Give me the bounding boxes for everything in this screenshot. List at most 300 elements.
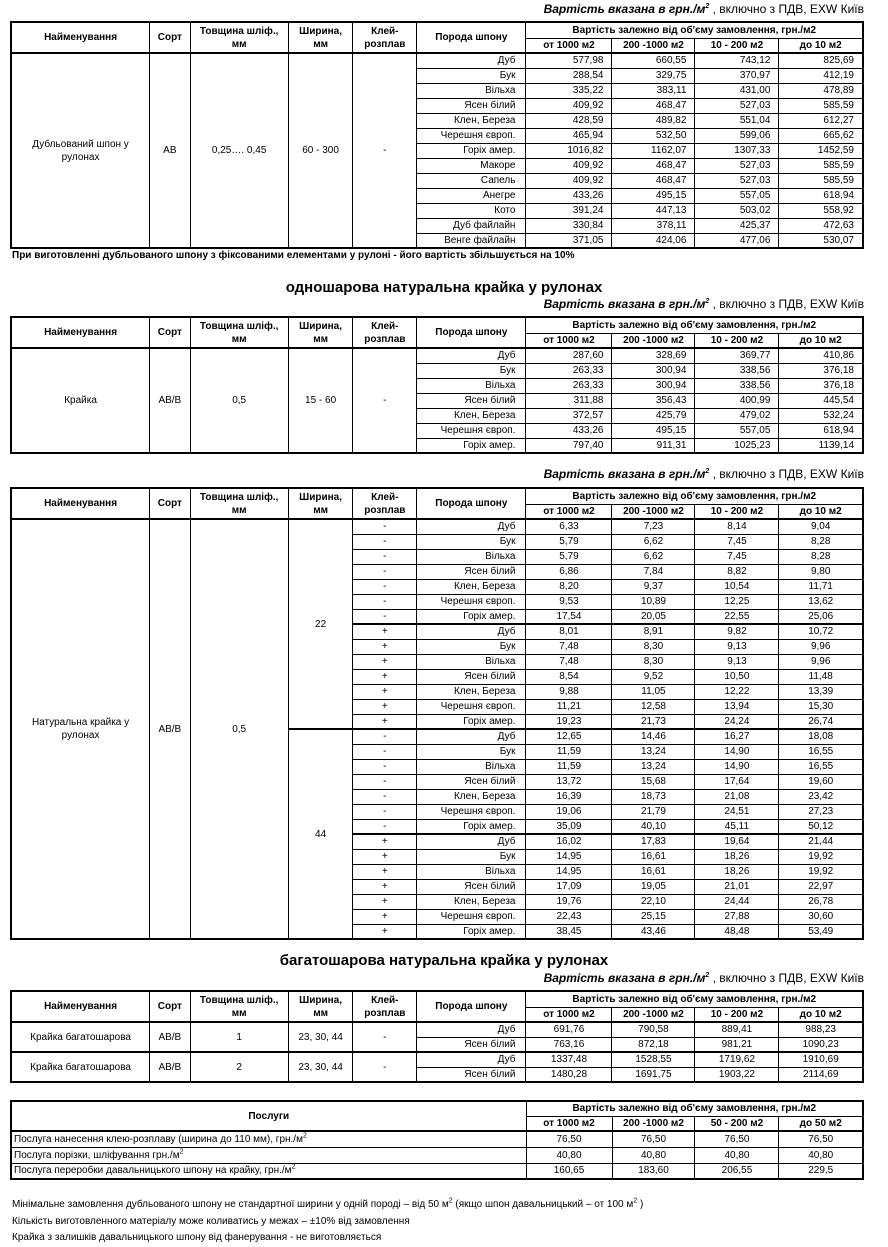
price-cell: 16,27 <box>695 729 779 744</box>
glue-cell: - <box>353 594 417 609</box>
price-cell: 16,55 <box>779 759 863 774</box>
price-cell: 618,94 <box>779 188 863 203</box>
price-note: Вартість вказана в $грн./м^2$ , включно з ПДВ, EXW Київ <box>543 2 864 16</box>
footer-tolerance: Кількість виготовленного матеріалу може коливатись у межах – ±10% від замовлення <box>12 1216 410 1227</box>
price-cell: 532,50 <box>612 128 695 143</box>
species-cell: Вільха <box>417 378 526 393</box>
species-cell: Бук <box>417 744 526 759</box>
price-cell: 76,50 <box>612 1131 695 1147</box>
price-cell: 43,46 <box>612 924 695 939</box>
species-cell: Венге файлайн <box>417 233 526 248</box>
price-cell: 1903,22 <box>695 1067 779 1082</box>
price-cell: 376,18 <box>779 378 863 393</box>
col-header-vol2: 200 -1000 м2 <box>612 1116 695 1131</box>
price-cell: 16,55 <box>779 744 863 759</box>
price-cell: 7,23 <box>612 519 695 534</box>
col-header-price-group: Вартість залежно від об'єму замовлення, грн./м2 <box>526 22 863 38</box>
species-cell: Ясен білий <box>417 774 526 789</box>
price-cell: 17,64 <box>695 774 779 789</box>
glue-cell: + <box>353 924 417 939</box>
glue-cell: - <box>353 819 417 834</box>
species-cell: Макоре <box>417 158 526 173</box>
price-cell: 825,69 <box>779 53 863 68</box>
price-cell: 7,84 <box>612 564 695 579</box>
glue-cell: - <box>353 519 417 534</box>
price-cell: 14,46 <box>612 729 695 744</box>
price-cell: 468,47 <box>612 98 695 113</box>
price-cell: 26,74 <box>779 714 863 729</box>
product-grade: AB/B <box>150 519 190 939</box>
species-cell: Горіх амер. <box>417 143 526 158</box>
price-cell: 7,45 <box>695 549 779 564</box>
price-cell: 338,56 <box>695 378 779 393</box>
product-width: 15 - 60 <box>288 348 353 453</box>
price-cell: 18,26 <box>695 864 779 879</box>
price-cell: 13,39 <box>779 684 863 699</box>
price-cell: 19,60 <box>779 774 863 789</box>
col-header-thickness: Товщина шліф., мм <box>190 317 288 348</box>
col-header-vol1: от 1000 м2 <box>526 1007 612 1022</box>
product-glue: - <box>353 53 417 248</box>
price-cell: 24,24 <box>695 714 779 729</box>
price-cell: 8,82 <box>695 564 779 579</box>
price-cell: 328,69 <box>612 348 695 363</box>
species-cell: Горіх амер. <box>417 714 526 729</box>
price-cell: 557,05 <box>695 423 779 438</box>
price-cell: 1162,07 <box>612 143 695 158</box>
price-cell: 383,11 <box>612 83 695 98</box>
species-cell: Клен, Береза <box>417 579 526 594</box>
footer-min-order: Мінімальне замовлення дубльованого шпону не стандартної ширини у одній породі – від 50 $м^2$ (якщо шпон давальницький – от 100 $м^2$ ) <box>12 1197 644 1210</box>
price-cell: 6,86 <box>526 564 612 579</box>
price-cell: 1139,14 <box>779 438 863 453</box>
price-cell: 9,13 <box>695 654 779 669</box>
product-width: 60 - 300 <box>288 53 353 248</box>
price-cell: 53,49 <box>779 924 863 939</box>
price-cell: 530,07 <box>779 233 863 248</box>
price-cell: 19,92 <box>779 849 863 864</box>
price-cell: 10,89 <box>612 594 695 609</box>
col-header-width: Ширина, мм <box>288 22 353 53</box>
price-cell: 45,11 <box>695 819 779 834</box>
price-cell: 660,55 <box>612 53 695 68</box>
price-cell: 8,30 <box>612 654 695 669</box>
species-cell: Ясен білий <box>417 1037 526 1052</box>
col-header-price-group: Вартість залежно від об'єму замовлення, грн./м2 <box>526 317 863 333</box>
species-cell: Горіх амер. <box>417 438 526 453</box>
glue-cell: + <box>353 879 417 894</box>
price-cell: 472,63 <box>779 218 863 233</box>
price-cell: 20,05 <box>612 609 695 624</box>
price-cell: 40,80 <box>779 1147 863 1163</box>
price-cell: 21,01 <box>695 879 779 894</box>
col-header-glue: Клей-розплав <box>353 317 417 348</box>
price-cell: 8,28 <box>779 534 863 549</box>
product-name: Дубльований шпон у рулонах <box>11 53 150 248</box>
product-name: Крайка <box>11 348 150 453</box>
col-header-grade: Сорт <box>150 22 190 53</box>
species-cell: Сапель <box>417 173 526 188</box>
price-cell: 76,50 <box>779 1131 863 1147</box>
price-cell: 76,50 <box>526 1131 612 1147</box>
species-cell: Ясен білий <box>417 879 526 894</box>
species-cell: Горіх амер. <box>417 819 526 834</box>
price-cell: 76,50 <box>695 1131 779 1147</box>
species-cell: Бук <box>417 363 526 378</box>
glue-cell: + <box>353 894 417 909</box>
species-cell: Черешня європ. <box>417 423 526 438</box>
product-width: 23, 30, 44 <box>288 1052 353 1082</box>
price-cell: 25,15 <box>612 909 695 924</box>
col-header-species: Порода шпону <box>417 991 526 1022</box>
price-cell: 409,92 <box>526 173 612 188</box>
price-cell: 797,40 <box>526 438 612 453</box>
price-cell: 527,03 <box>695 98 779 113</box>
species-cell: Дуб <box>417 1022 526 1037</box>
glue-cell: + <box>353 909 417 924</box>
species-cell: Черешня європ. <box>417 804 526 819</box>
price-cell: 11,71 <box>779 579 863 594</box>
price-cell: 23,42 <box>779 789 863 804</box>
service-label: Послуга нанесення клею-розплаву (ширина до 110 мм), $грн./м^2$ <box>11 1131 526 1147</box>
price-cell: 988,23 <box>779 1022 863 1037</box>
price-cell: 691,76 <box>526 1022 612 1037</box>
glue-cell: + <box>353 834 417 849</box>
price-cell: 288,54 <box>526 68 612 83</box>
glue-cell: - <box>353 609 417 624</box>
section-title-multi-layer: багатошарова натуральна крайка у рулонах <box>279 952 609 969</box>
price-cell: 13,62 <box>779 594 863 609</box>
price-cell: 329,75 <box>612 68 695 83</box>
product-thickness: 2 <box>190 1052 288 1082</box>
price-cell: 7,48 <box>526 654 612 669</box>
col-header-price-group: Вартість залежно від об'єму замовлення, грн./м2 <box>526 488 863 504</box>
col-header-glue: Клей-розплав <box>353 991 417 1022</box>
species-cell: Кото <box>417 203 526 218</box>
services-header: Послуги <box>11 1101 526 1131</box>
price-cell: 263,33 <box>526 378 612 393</box>
price-cell: 445,54 <box>779 393 863 408</box>
price-cell: 17,54 <box>526 609 612 624</box>
price-cell: 6,62 <box>612 549 695 564</box>
price-cell: 8,01 <box>526 624 612 639</box>
price-cell: 183,60 <box>612 1163 695 1179</box>
glue-cell: - <box>353 789 417 804</box>
species-cell: Черешня європ. <box>417 594 526 609</box>
species-cell: Ясен білий <box>417 564 526 579</box>
price-cell: 911,31 <box>612 438 695 453</box>
price-cell: 10,50 <box>695 669 779 684</box>
price-cell: 22,43 <box>526 909 612 924</box>
price-cell: 1337,48 <box>526 1052 612 1067</box>
species-cell: Черешня європ. <box>417 909 526 924</box>
species-cell: Дуб <box>417 53 526 68</box>
product-glue: - <box>353 348 417 453</box>
price-cell: 19,76 <box>526 894 612 909</box>
product-glue: - <box>353 1022 417 1052</box>
glue-cell: - <box>353 759 417 774</box>
col-header-grade: Сорт <box>150 317 190 348</box>
glue-cell: + <box>353 714 417 729</box>
price-cell: 19,64 <box>695 834 779 849</box>
product-grade: AB <box>150 53 190 248</box>
price-cell: 11,48 <box>779 669 863 684</box>
price-cell: 1910,69 <box>779 1052 863 1067</box>
table-multi-layer-edge <box>10 990 864 1083</box>
glue-cell: - <box>353 744 417 759</box>
table-natural-edge-rolls <box>10 487 864 940</box>
price-cell: 229,5 <box>779 1163 863 1179</box>
price-cell: 24,51 <box>695 804 779 819</box>
price-cell: 478,89 <box>779 83 863 98</box>
price-cell: 22,55 <box>695 609 779 624</box>
col-header-vol2: 200 -1000 м2 <box>612 38 695 53</box>
price-cell: 495,15 <box>612 188 695 203</box>
species-cell: Ясен білий <box>417 669 526 684</box>
species-cell: Вільха <box>417 759 526 774</box>
product-name: Крайка багатошарова <box>11 1022 150 1052</box>
price-cell: 1090,23 <box>779 1037 863 1052</box>
price-cell: 599,06 <box>695 128 779 143</box>
product-thickness: 0,5 <box>190 519 288 939</box>
species-cell: Горіх амер. <box>417 924 526 939</box>
price-cell: 400,99 <box>695 393 779 408</box>
col-header-species: Порода шпону <box>417 488 526 519</box>
col-header-vol2: 200 -1000 м2 <box>612 333 695 348</box>
species-cell: Ясен білий <box>417 1067 526 1082</box>
glue-cell: - <box>353 564 417 579</box>
price-cell: 11,59 <box>526 744 612 759</box>
price-cell: 585,59 <box>779 98 863 113</box>
price-cell: 465,94 <box>526 128 612 143</box>
product-thickness: 0,25…. 0,45 <box>190 53 288 248</box>
price-cell: 6,62 <box>612 534 695 549</box>
price-cell: 25,06 <box>779 609 863 624</box>
glue-cell: + <box>353 669 417 684</box>
price-cell: 9,37 <box>612 579 695 594</box>
col-header-glue: Клей-розплав <box>353 22 417 53</box>
price-cell: 889,41 <box>695 1022 779 1037</box>
species-cell: Бук <box>417 639 526 654</box>
price-cell: 558,92 <box>779 203 863 218</box>
price-cell: 428,59 <box>526 113 612 128</box>
price-cell: 300,94 <box>612 363 695 378</box>
species-cell: Черешня європ. <box>417 128 526 143</box>
price-cell: 8,28 <box>779 549 863 564</box>
price-cell: 585,59 <box>779 158 863 173</box>
price-cell: 372,57 <box>526 408 612 423</box>
col-header-vol4: до 10 м2 <box>779 38 863 53</box>
species-cell: Клен, Береза <box>417 894 526 909</box>
col-header-vol1: от 1000 м2 <box>526 333 612 348</box>
species-cell: Дуб <box>417 834 526 849</box>
col-header-vol3: 10 - 200 м2 <box>695 333 779 348</box>
species-cell: Бук <box>417 534 526 549</box>
price-cell: 425,37 <box>695 218 779 233</box>
price-cell: 369,77 <box>695 348 779 363</box>
price-cell: 409,92 <box>526 158 612 173</box>
price-cell: 287,60 <box>526 348 612 363</box>
species-cell: Вільха <box>417 83 526 98</box>
price-cell: 27,23 <box>779 804 863 819</box>
price-cell: 370,97 <box>695 68 779 83</box>
price-cell: 585,59 <box>779 173 863 188</box>
product-thickness: 1 <box>190 1022 288 1052</box>
col-header-vol4: до 50 м2 <box>779 1116 863 1131</box>
price-cell: 11,21 <box>526 699 612 714</box>
price-cell: 40,80 <box>612 1147 695 1163</box>
price-cell: 18,73 <box>612 789 695 804</box>
price-cell: 8,30 <box>612 639 695 654</box>
price-cell: 981,21 <box>695 1037 779 1052</box>
price-cell: 433,26 <box>526 423 612 438</box>
service-label: Послуга порізки, шліфування $грн./м^2$ <box>11 1147 526 1163</box>
glue-cell: + <box>353 699 417 714</box>
col-header-thickness: Товщина шліф., мм <box>190 991 288 1022</box>
col-header-vol3: 10 - 200 м2 <box>695 38 779 53</box>
price-cell: 6,33 <box>526 519 612 534</box>
species-cell: Дуб <box>417 624 526 639</box>
price-cell: 371,05 <box>526 233 612 248</box>
price-cell: 18,08 <box>779 729 863 744</box>
price-cell: 2114,69 <box>779 1067 863 1082</box>
glue-cell: - <box>353 804 417 819</box>
price-cell: 9,52 <box>612 669 695 684</box>
product-grade: AB/B <box>150 348 190 453</box>
col-header-price-group: Вартість залежно від об'єму замовлення, грн./м2 <box>526 1101 863 1116</box>
price-cell: 16,61 <box>612 849 695 864</box>
glue-cell: - <box>353 774 417 789</box>
price-cell: 356,43 <box>612 393 695 408</box>
price-cell: 13,94 <box>695 699 779 714</box>
col-header-grade: Сорт <box>150 488 190 519</box>
price-cell: 612,27 <box>779 113 863 128</box>
price-cell: 5,79 <box>526 549 612 564</box>
col-header-name: Найменування <box>11 488 150 519</box>
species-cell: Бук <box>417 68 526 83</box>
col-header-species: Порода шпону <box>417 22 526 53</box>
price-cell: 872,18 <box>612 1037 695 1052</box>
col-header-name: Найменування <box>11 991 150 1022</box>
col-header-vol3: 10 - 200 м2 <box>695 1007 779 1022</box>
price-cell: 410,86 <box>779 348 863 363</box>
price-cell: 433,26 <box>526 188 612 203</box>
col-header-glue: Клей-розплав <box>353 488 417 519</box>
species-cell: Черешня європ. <box>417 699 526 714</box>
species-cell: Анегре <box>417 188 526 203</box>
col-header-vol3: 10 - 200 м2 <box>695 504 779 519</box>
species-cell: Дуб <box>417 519 526 534</box>
price-cell: 19,05 <box>612 879 695 894</box>
species-cell: Клен, Береза <box>417 113 526 128</box>
price-cell: 1719,62 <box>695 1052 779 1067</box>
price-cell: 50,12 <box>779 819 863 834</box>
price-cell: 1480,28 <box>526 1067 612 1082</box>
price-cell: 311,88 <box>526 393 612 408</box>
col-header-width: Ширина, мм <box>288 488 353 519</box>
price-cell: 40,10 <box>612 819 695 834</box>
price-cell: 1016,82 <box>526 143 612 158</box>
col-header-vol4: до 10 м2 <box>779 1007 863 1022</box>
price-cell: 9,88 <box>526 684 612 699</box>
price-cell: 489,82 <box>612 113 695 128</box>
price-cell: 160,65 <box>526 1163 612 1179</box>
col-header-name: Найменування <box>11 22 150 53</box>
glue-cell: - <box>353 549 417 564</box>
price-cell: 532,24 <box>779 408 863 423</box>
price-cell: 24,44 <box>695 894 779 909</box>
species-cell: Дуб <box>417 729 526 744</box>
price-cell: 11,05 <box>612 684 695 699</box>
product-name: Натуральна крайка у рулонах <box>11 519 150 939</box>
price-cell: 10,54 <box>695 579 779 594</box>
price-cell: 14,95 <box>526 849 612 864</box>
glue-cell: - <box>353 729 417 744</box>
species-cell: Ясен білий <box>417 98 526 113</box>
col-header-vol4: до 10 м2 <box>779 504 863 519</box>
footnote-doubled-veneer: При виготовленні дубльованого шпону з фіксованими елементами у рулоні - його вартість збільшується на 10% <box>12 250 575 261</box>
price-cell: 1528,55 <box>612 1052 695 1067</box>
col-header-vol1: от 1000 м2 <box>526 38 612 53</box>
species-cell: Клен, Береза <box>417 789 526 804</box>
price-cell: 551,04 <box>695 113 779 128</box>
glue-cell: + <box>353 849 417 864</box>
price-cell: 263,33 <box>526 363 612 378</box>
species-cell: Дуб <box>417 1052 526 1067</box>
price-cell: 12,65 <box>526 729 612 744</box>
price-cell: 10,72 <box>779 624 863 639</box>
price-cell: 9,80 <box>779 564 863 579</box>
price-cell: 8,54 <box>526 669 612 684</box>
price-cell: 1025,23 <box>695 438 779 453</box>
glue-cell: + <box>353 624 417 639</box>
product-name: Крайка багатошарова <box>11 1052 150 1082</box>
price-cell: 468,47 <box>612 158 695 173</box>
price-cell: 1307,33 <box>695 143 779 158</box>
species-cell: Дуб <box>417 348 526 363</box>
price-cell: 12,22 <box>695 684 779 699</box>
species-cell: Дуб файлайн <box>417 218 526 233</box>
col-header-price-group: Вартість залежно від об'єму замовлення, грн./м2 <box>526 991 863 1007</box>
price-cell: 11,59 <box>526 759 612 774</box>
species-cell: Бук <box>417 849 526 864</box>
species-cell: Клен, Береза <box>417 684 526 699</box>
price-cell: 15,68 <box>612 774 695 789</box>
price-cell: 27,88 <box>695 909 779 924</box>
price-note: Вартість вказана в $грн./м^2$ , включно з ПДВ, EXW Київ <box>543 971 864 985</box>
price-cell: 40,80 <box>695 1147 779 1163</box>
col-header-grade: Сорт <box>150 991 190 1022</box>
price-cell: 7,48 <box>526 639 612 654</box>
price-cell: 447,13 <box>612 203 695 218</box>
glue-cell: + <box>353 864 417 879</box>
col-header-vol2: 200 -1000 м2 <box>612 1007 695 1022</box>
species-cell: Горіх амер. <box>417 609 526 624</box>
price-cell: 557,05 <box>695 188 779 203</box>
price-cell: 19,92 <box>779 864 863 879</box>
price-cell: 13,24 <box>612 759 695 774</box>
col-header-vol4: до 10 м2 <box>779 333 863 348</box>
table-services <box>10 1100 864 1180</box>
price-cell: 527,03 <box>695 158 779 173</box>
product-thickness: 0,5 <box>190 348 288 453</box>
price-cell: 790,58 <box>612 1022 695 1037</box>
price-cell: 40,80 <box>526 1147 612 1163</box>
price-cell: 763,16 <box>526 1037 612 1052</box>
price-cell: 9,96 <box>779 654 863 669</box>
price-cell: 425,79 <box>612 408 695 423</box>
table-doubled-veneer <box>10 21 864 249</box>
